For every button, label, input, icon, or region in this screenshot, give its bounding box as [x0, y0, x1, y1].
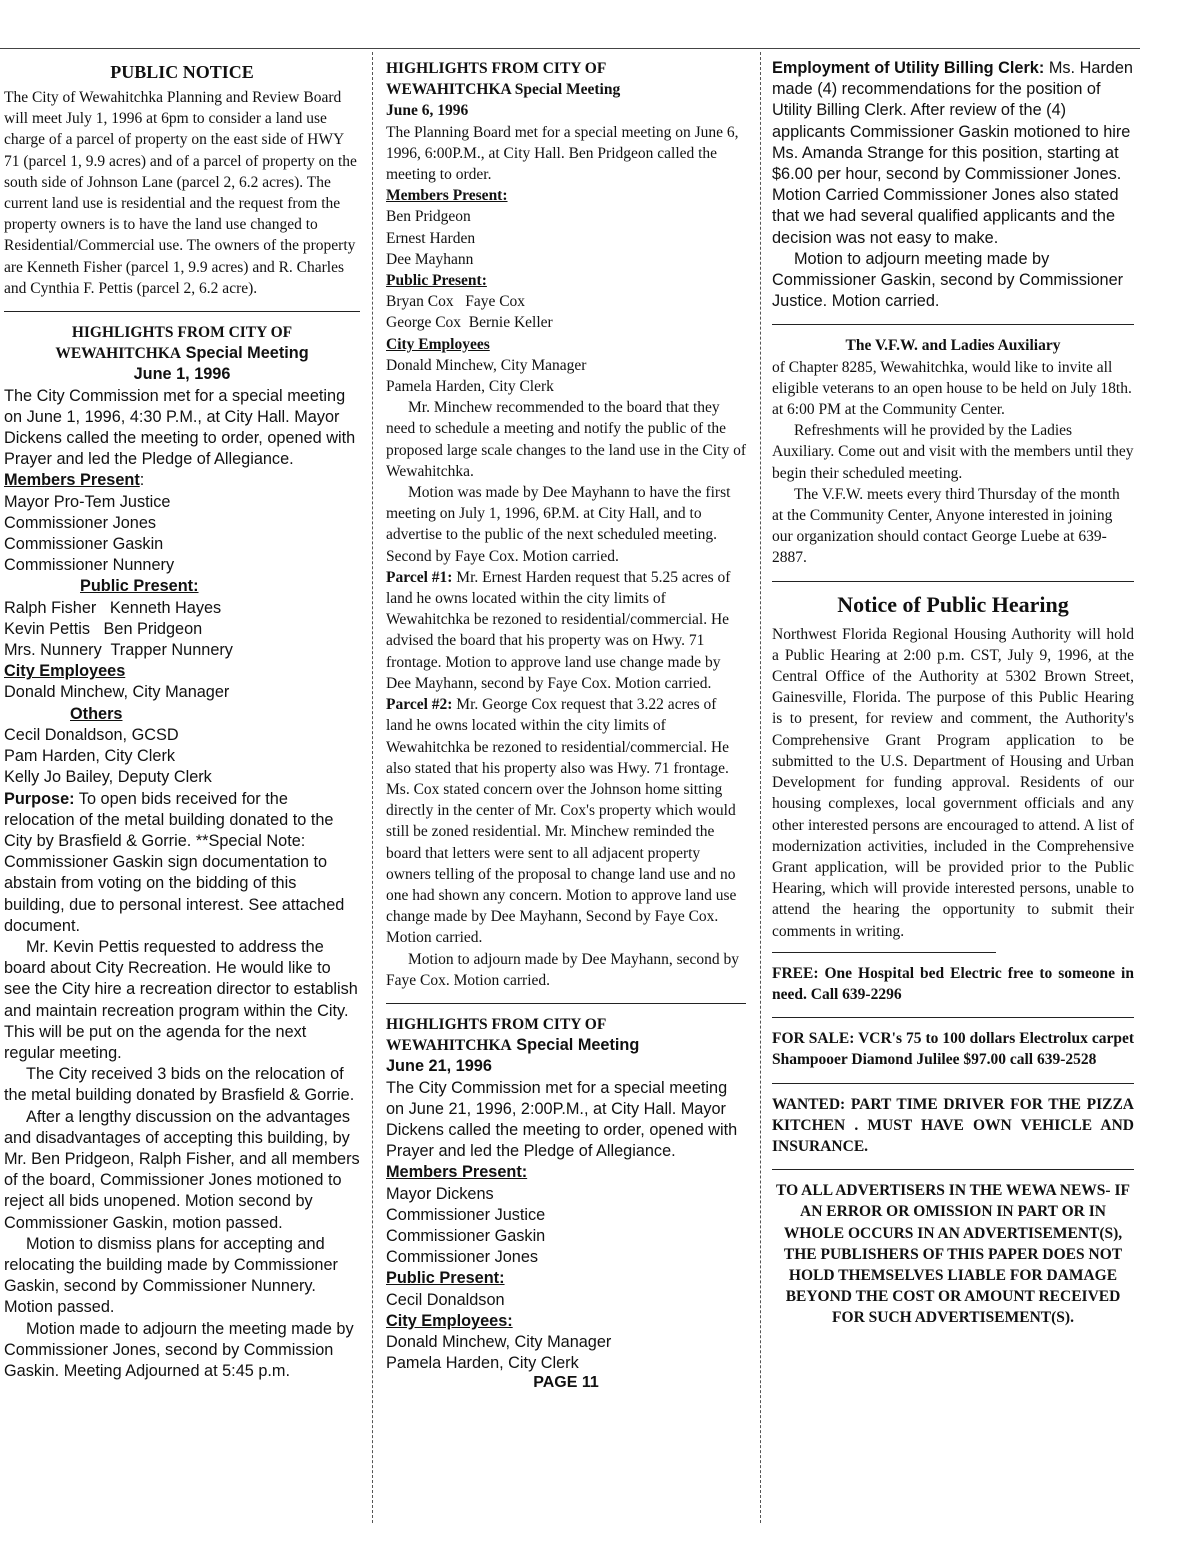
advertisers-disclaimer: TO ALL ADVERTISERS IN THE WEWA NEWS- IF AN ERROR OR OMISSION IN PART OR IN WHOLE OCCURS IN AN ADVERTISEMENT(S), THE PUBLISHERS OF THIS PAPER DOES NOT HOLD THEMSELVES LIABLE FOR DAMAGE BEYOND THE COST OR AMOUNT RECEIVED FOR SUCH ADVERTISEMENT(S).	[776, 1182, 1130, 1327]
june21-title-line2: WEWAHITCHKA Special Meeting	[386, 1036, 640, 1055]
june21-intro: The City Commission met for a special meeting on June 21, 1996, 2:00P.M., at City Hall. Mayor Dickens called the meeting to order, opened with Prayer and led the Pledge of Allegiance.	[386, 1078, 738, 1161]
june1-public-heading: Public Present:	[80, 577, 199, 596]
vfw-paragraph: Refreshments will he provided by the Ladies Auxiliary. Come out and visit with the members until they begin their scheduled meeting.	[772, 422, 1134, 482]
june6-member: Dee Mayhann	[386, 250, 474, 268]
june21-member: Commissioner Gaskin	[386, 1226, 546, 1245]
utility-clerk-text: Employment of Utility Billing Clerk: Ms. Harden made (4) recommendations for the position of Utility Billing Clerk. After review of the (4) applicants Commissioner Gaskin motioned to hire Ms. Amanda Strange for this position, starting at $6.00 per hour, second by Commissioner Jones. Motion Carried Commissioner Jones also stated that we had several qualified applicants and the decision was not easy to make.	[772, 59, 1133, 247]
june1-paragraph: Motion to dismiss plans for accepting and relocating the building made by Commissioner Gaskin, second by Commissioner Nunnery. Motion passed.	[4, 1234, 338, 1317]
june1-title-line1: HIGHLIGHTS FROM CITY OF	[71, 324, 293, 342]
june1-members-heading: Members Present:	[4, 471, 145, 490]
column-divider-2	[760, 52, 761, 1523]
public-notice-title: PUBLIC NOTICE	[110, 62, 254, 82]
june6-paragraph: Mr. Minchew recommended to the board that they need to schedule a meeting and notify the public of the proposed large scale changes to the land use in the City of Wewahitchka.	[386, 399, 746, 480]
june6-member: Ernest Harden	[386, 229, 476, 247]
june1-employee: Donald Minchew, City Manager	[4, 683, 230, 702]
public-notice-body: The City of Wewahitchka Planning and Review Board will meet July 1, 1996 at 6pm to consider a land use charge of a parcel of property on the east side of HWY 71 (parcel 1, 9.9 acres) and of a parcel of property on the south side of Johnson Lane (parcel 2, 6.2 acres). The current land use is residential and the request from the property owners is to have the land use changed to Residential/Commercial use. The owners of the property are Kenneth Fisher (parcel 1, 9.9 acres) and R. Charles and Cynthia F. Pettis (parcel 2, 6.2 acre).	[4, 89, 357, 297]
hearing-body: Northwest Florida Regional Housing Authority will hold a Public Hearing at 2:00 p.m. CST, July 9, 1996, at the Central Office of the Authority at 5302 Brown Street, Gainesville, Florida. The purpose of this Public Hearing is to present, for review and comment, the Authority's Comprehensive Grant Program application to be submitted to the U.S. Department of Housing and Urban Development for funding approval. Residents of our housing complexes, local government officials and any other interested persons are encouraged to attend. A list of modernization activities, included in the Comprehensive Grant application, will be provided prior to the Public Hearing, which will provide interested persons, unable to attend the hearing the opportunity to submit their comments in writing.	[772, 625, 1134, 940]
june1-title-town: WEWAHITCHKA	[55, 345, 182, 363]
page-number: PAGE 11	[533, 1374, 599, 1392]
divider	[4, 311, 360, 312]
june6-member: Ben Pridgeon	[386, 208, 471, 226]
utility-adjourn: Motion to adjourn meeting made by Commissioner Gaskin, second by Commissioner Justice. Motion carried.	[772, 249, 1124, 311]
june1-member: Commissioner Gaskin	[4, 535, 164, 554]
june1-paragraph: Motion made to adjourn the meeting made by Commissioner Jones, second by Commission Gaskin. Meeting Adjourned at 5:45 p.m.	[4, 1319, 354, 1380]
june21-public-heading: Public Present:	[386, 1269, 505, 1288]
june1-paragraph: The City received 3 bids on the relocation of the metal building donated by Brasfield & Gorrie.	[4, 1065, 355, 1105]
column-divider-1	[372, 52, 373, 1523]
june21-employee: Donald Minchew, City Manager	[386, 1332, 612, 1351]
june1-title-line2	[4, 343, 360, 364]
vfw-paragraph: The V.F.W. meets every third Thursday of the month at the Community Center, Anyone interested in joining our organization should contact George Luebe at 639-2887.	[772, 485, 1120, 567]
june1-article	[4, 322, 360, 1382]
june6-public: George Cox Bernie Keller	[386, 314, 553, 332]
june6-employee: Pamela Harden, City Clerk	[386, 378, 554, 396]
june1-member: Commissioner Jones	[4, 513, 157, 532]
divider	[386, 1003, 746, 1004]
june6-employees-heading: City Employees	[386, 335, 490, 353]
june21-public: Cecil Donaldson	[386, 1290, 505, 1309]
top-rule	[0, 48, 1140, 49]
june6-members-heading: Members Present:	[386, 187, 508, 205]
divider	[772, 1017, 1134, 1018]
june21-members-heading: Members Present:	[386, 1163, 528, 1182]
june21-member: Commissioner Justice	[386, 1205, 546, 1224]
june6-parcel2: Parcel #2: Mr. George Cox request that 3.22 acres of land he owns located within the city limits of Wewahitchka be rezoned to residential/commercial. He also stated that his property also was Hwy. 71 frontage. Ms. Cox stated concern over the Johnson home sitting directly in the center of Mr. Cox's property which would still be zoned residential. Mr. Minchew reminded the board that letters were sent to all adjacent property owners telling of the proposal to change land use and no one had shown any concern. Motion to approve land use change made by Dee Mayhann, Second by Faye Cox. Motion carried.	[386, 696, 737, 947]
june21-article	[386, 1014, 746, 1392]
divider	[772, 581, 1134, 582]
june6-public-heading: Public Present:	[386, 272, 487, 290]
june21-title-line1: HIGHLIGHTS FROM CITY OF	[386, 1015, 607, 1033]
vfw-paragraph: of Chapter 8285, Wewahitchka, would like to invite all eligible veterans to an open house to be held on July 18th. at 6:00 PM at the Community Center.	[772, 358, 1132, 419]
june1-date: June 1, 1996	[133, 365, 231, 384]
june1-employees-heading: City Employees	[4, 662, 126, 681]
june6-article	[386, 58, 746, 991]
june21-date: June 21, 1996	[386, 1057, 492, 1076]
june1-public: Ralph Fisher Kenneth Hayes	[4, 598, 222, 617]
june1-other: Kelly Jo Bailey, Deputy Clerk	[4, 768, 212, 787]
june1-public: Mrs. Nunnery Trapper Nunnery	[4, 641, 233, 660]
june6-date: June 6, 1996	[386, 102, 469, 120]
june1-others-heading: Others	[70, 704, 123, 723]
vfw-title: The V.F.W. and Ladies Auxiliary	[845, 337, 1061, 355]
june1-member: Mayor Pro-Tem Justice	[4, 492, 171, 511]
june21-employees-heading: City Employees:	[386, 1311, 513, 1330]
classified-sale: FOR SALE: VCR's 75 to 100 dollars Electrolux carpet Shampooer Diamond Julilee $97.00 call 639-2528	[772, 1030, 1134, 1069]
june1-paragraph: Mr. Kevin Pettis requested to address the board about City Recreation. He would like to see the City hire a recreation director to establish and maintain recreation program within the City. This will be put on the agenda for the next regular meeting.	[4, 937, 358, 1062]
divider	[772, 952, 996, 953]
june1-intro: The City Commission met for a special meeting on June 1, 1996, 4:30 P.M., at City Hall. Mayor Dickens called the meeting to order, opened with Prayer and led the Pledge of Allegiance.	[4, 386, 356, 469]
june1-other: Cecil Donaldson, GCSD	[4, 725, 179, 744]
column-right	[772, 58, 1134, 1329]
june21-employee: Pamela Harden, City Clerk	[386, 1354, 579, 1373]
divider	[772, 1169, 1134, 1170]
june21-member: Mayor Dickens	[386, 1184, 494, 1203]
june1-paragraph: After a lengthy discussion on the advantages and disadvantages of accepting this building, by Mr. Ben Pridgeon, Ralph Fisher, and all members of the board, Commissioner Jones motioned to reject all bids unopened. Motion second by Commissioner Gaskin, motion passed.	[4, 1107, 360, 1232]
column-left	[4, 58, 360, 1382]
june1-other: Pam Harden, City Clerk	[4, 747, 176, 766]
june1-purpose: Purpose: To open bids received for the relocation of the metal building donated to the City by Brasfield & Gorrie. **Special Note: Commissioner Gaskin sign documentation to abstain from voting on the bidding of this building, due to personal interest. See attached document.	[4, 789, 345, 935]
hearing-title: Notice of Public Hearing	[837, 591, 1069, 617]
june6-public: Bryan Cox Faye Cox	[386, 293, 526, 311]
classified-wanted: WANTED: PART TIME DRIVER FOR THE PIZZA KITCHEN . MUST HAVE OWN VEHICLE AND INSURANCE.	[772, 1095, 1134, 1155]
june6-paragraph: Motion was made by Dee Mayhann to have the first meeting on July 1, 1996, 6P.M. at City Hall, and to advertise to the public of the next scheduled meeting. Second by Faye Cox. Motion carried.	[386, 484, 731, 565]
june21-member: Commissioner Jones	[386, 1248, 539, 1267]
column-middle	[386, 58, 746, 1392]
june1-public: Kevin Pettis Ben Pridgeon	[4, 619, 203, 638]
june6-paragraph: Motion to adjourn made by Dee Mayhann, second by Faye Cox. Motion carried.	[386, 950, 740, 989]
divider	[772, 1083, 1134, 1084]
june6-parcel1: Parcel #1: Mr. Ernest Harden request that 5.25 acres of land he owns located within the city limits of Wewahitchka be rezoned to residential/commercial. He advised the board that his property was on Hwy. 71 frontage. Motion to approve land use change made by Dee Mayhann, second by Faye Cox. Motion carried.	[386, 568, 731, 692]
june6-title-line1: HIGHLIGHTS FROM CITY OF	[386, 60, 607, 77]
june1-title-meeting: Special Meeting	[181, 344, 309, 363]
divider	[772, 324, 1134, 325]
june6-title-line2: WEWAHITCHKA Special Meeting	[386, 81, 621, 99]
june1-member: Commissioner Nunnery	[4, 556, 175, 575]
classified-free: FREE: One Hospital bed Electric free to someone in need. Call 639-2296	[772, 964, 1134, 1003]
june6-employee: Donald Minchew, City Manager	[386, 356, 587, 374]
june6-intro: The Planning Board met for a special meeting on June 6, 1996, 6:00P.M., at City Hall. Ben Pridgeon called the meeting to order.	[386, 123, 739, 184]
